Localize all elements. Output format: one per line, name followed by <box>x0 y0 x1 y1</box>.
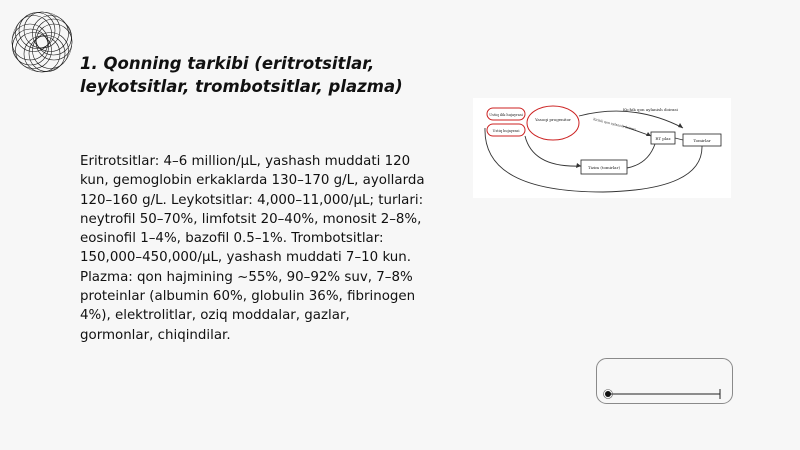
blood-circulation-diagram <box>473 98 731 198</box>
diagram-label-cell: Ustiq hujayrasi <box>492 129 520 133</box>
play-dot-icon[interactable] <box>605 391 611 397</box>
slide-title: 1. Qonning tarkibi (eritrotsitlar, leykotsitlar, trombotsitlar, plazma) <box>80 54 403 96</box>
diagram-label-box-2: Tomirlar <box>693 138 711 143</box>
slide-body-text: Eritrotsitlar: 4–6 million/µL, yashash muddati 120 kun, gemoglobin erkaklarda 130–170 g/L, ayollarda 120–160 g/L. Leykotsitlar: 4,000–11,000/µL; turlari: neytrofil 50–70%, limfotsit 20–40%, monosit 2–8%, eosinofil 1–4%, bazofil 0.5–1%. Trombotsitlar: 150,000–450,000/µL, yashash muddati 7–10 kun. Plazma: qon hajmining ~55%, 90–92% suv, 7–8% proteinlar (albumin 60%, globulin 36%, fibrinogen 4%), elektrolitlar, oziq moddalar, gazlar, gormonlar, chiqindilar. <box>80 154 425 343</box>
diagram-label-diagonal: Kichik qon aylanish doirasi <box>592 117 637 132</box>
media-player-controls[interactable] <box>596 358 733 404</box>
diagram-label-progenitor: Yasoqi progenitor <box>535 117 571 122</box>
diagram-label-system: Tizim (tomirlar) <box>587 165 621 170</box>
diagram-label-stem-cell: Ustiq ilik hujayrasi <box>489 113 523 117</box>
diagram-label-circulation: Kichik qon aylanish doirasi <box>623 107 678 112</box>
decorative-rosette-icon <box>4 4 80 80</box>
diagram-label-box-1: RT plaz <box>655 136 671 141</box>
